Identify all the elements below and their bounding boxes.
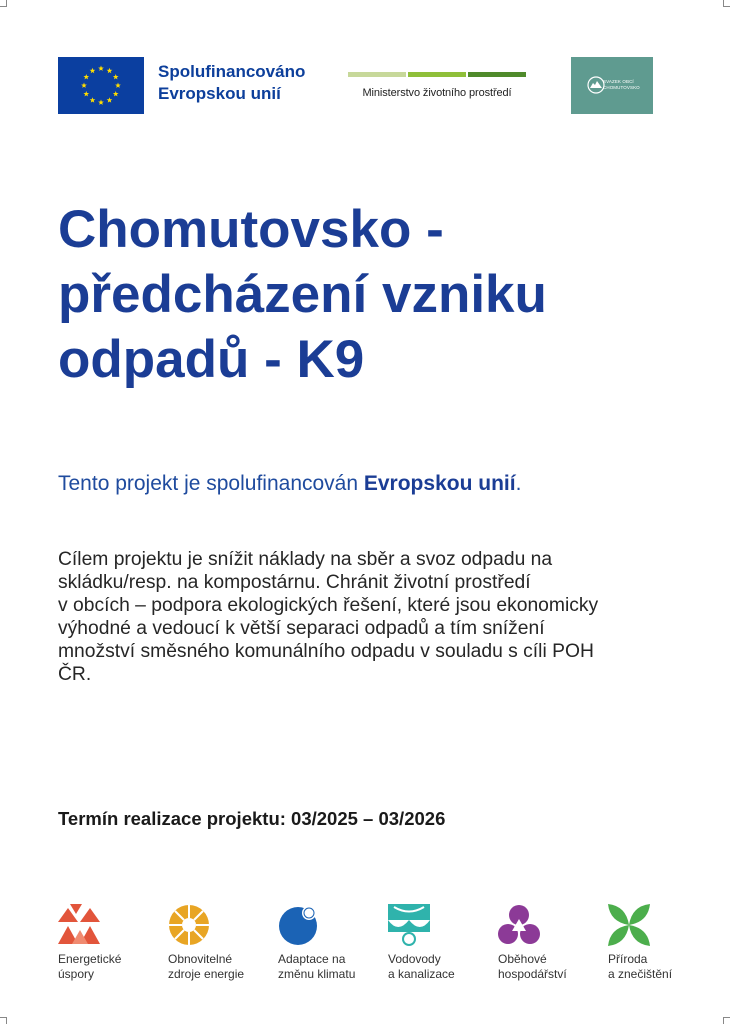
climate-adaptation-icon (278, 904, 322, 946)
ministry-name: Ministerstvo životního prostředí (362, 87, 512, 99)
eu-star (90, 97, 96, 102)
category-climate-adaptation (278, 904, 388, 982)
water-sewerage-icon (388, 904, 432, 946)
tagline-prefix: Tento projekt je spolufinancován (58, 472, 364, 495)
sos-chomutovsko-logo (571, 57, 653, 114)
category-circular-economy (498, 904, 608, 982)
eu-star (107, 97, 113, 102)
eu-cofinanced-logo-text (158, 61, 305, 105)
eu-flag-icon (58, 57, 144, 114)
category-energy-savings (58, 904, 168, 982)
category-label: Oběhové hospodářství (498, 952, 567, 981)
title-line1: Chomutovsko - (58, 200, 444, 259)
description-line6: ČR. (58, 664, 92, 685)
category-label: Energetické úspory (58, 952, 122, 981)
description-line3: v obcích – podpora ekologických řešení, které jsou ekonomicky (58, 595, 599, 616)
sos-logo-line1: SVAZEK OBCÍ (603, 79, 634, 84)
eu-star (81, 83, 87, 88)
eu-star (113, 74, 119, 79)
project-description (58, 548, 678, 686)
circular-economy-icon (498, 904, 542, 946)
category-label: Vodovody a kanalizace (388, 952, 455, 981)
title-line2: předcházení vzniku (58, 265, 547, 324)
ministry-color-bars (348, 72, 526, 77)
category-label: Adaptace na změnu klimatu (278, 952, 356, 981)
crop-mark (0, 1017, 7, 1024)
nature-pollution-icon (608, 904, 652, 946)
crop-mark (0, 0, 7, 7)
category-renewable-energy (168, 904, 278, 982)
eu-star (83, 91, 89, 96)
eu-text-line2: Evropskou unií (158, 84, 281, 103)
description-line4: výhodné a vedoucí k větší separaci odpadů a tím snížení (58, 618, 545, 639)
description-line1: Cílem projektu je snížit náklady na sběr a svoz odpadu na (58, 549, 553, 570)
energy-savings-icon (58, 904, 102, 946)
crop-mark (723, 1017, 730, 1024)
eu-star (90, 68, 96, 73)
renewable-energy-icon (168, 904, 212, 946)
cofinance-statement (58, 470, 521, 498)
project-term: Termín realizace projektu: 03/2025 – 03/2026 (58, 808, 446, 829)
description-line5: množství směsného komunálního odpadu v souladu s cíli POH (58, 641, 594, 662)
eu-text-line1: Spolufinancováno (158, 62, 306, 81)
tagline-suffix: . (515, 472, 522, 495)
category-water-sewerage (388, 904, 498, 982)
ministry-logo (348, 72, 526, 99)
category-label: Příroda a znečištění (608, 952, 673, 981)
description-line2: skládku/resp. na kompostárnu. Chránit životní prostředí (58, 572, 531, 593)
crop-mark (723, 0, 730, 7)
sos-logo-line2: CHOMUTOVSKO (603, 85, 640, 90)
eu-star (115, 83, 121, 88)
page-title (58, 197, 698, 392)
title-line3: odpadů - K9 (58, 330, 365, 389)
eu-star (113, 91, 119, 96)
sos-logo-text (603, 79, 640, 91)
eu-star (98, 100, 104, 105)
category-nature-pollution (608, 904, 718, 982)
eu-star (107, 68, 113, 73)
tagline-bold: Evropskou unií (363, 472, 516, 495)
eu-star (83, 74, 89, 79)
eu-star (98, 66, 104, 71)
category-label: Obnovitelné zdroje energie (168, 952, 245, 981)
